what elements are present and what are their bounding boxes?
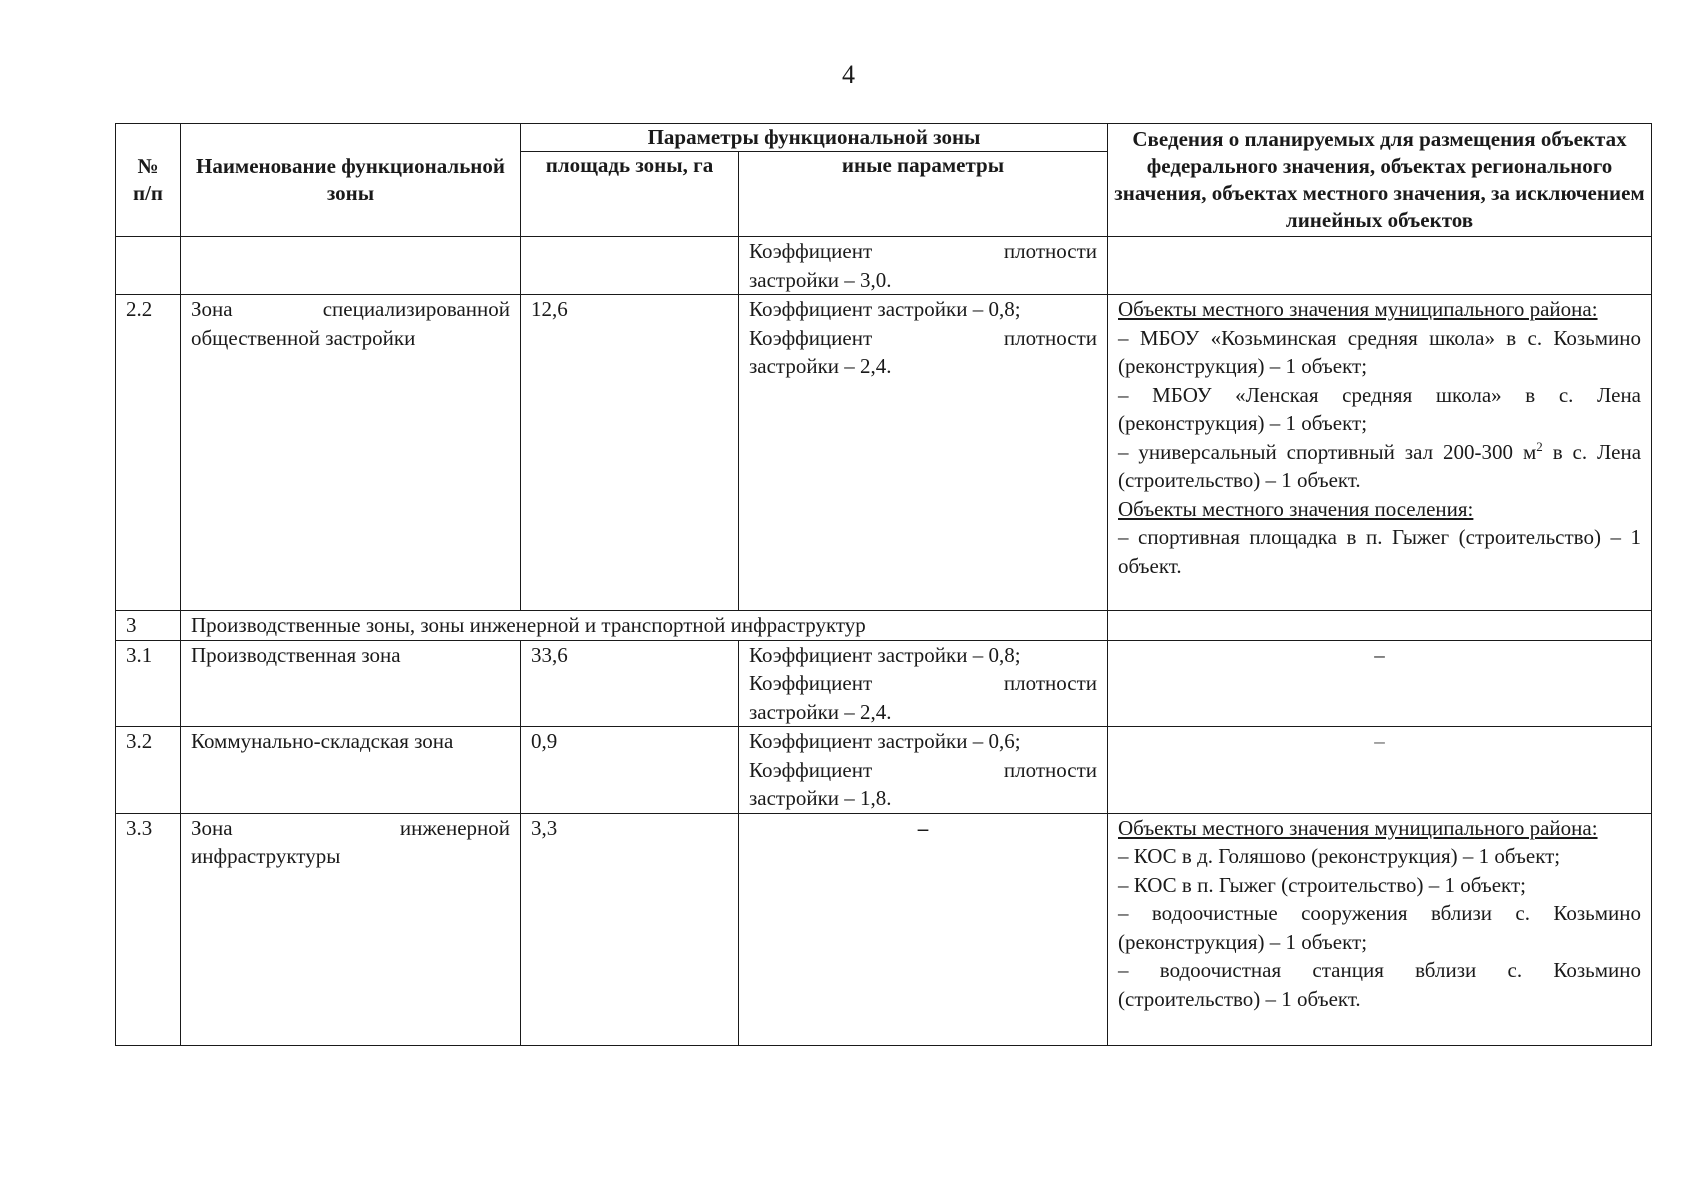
- cell-other-params: [739, 295, 1108, 611]
- cell-zone-name: [181, 237, 521, 295]
- table-row: [116, 640, 1652, 727]
- cell-zone-name: [181, 813, 521, 1045]
- section-heading: Объекты местного значения муниципального района:: [1118, 815, 1598, 840]
- cell-other-params: [739, 727, 1108, 814]
- text: общественной застройки: [191, 325, 416, 350]
- text: Коэффициент: [749, 239, 873, 263]
- cell-planned-objects: –: [1108, 640, 1652, 727]
- cell-planned-objects: [1108, 237, 1652, 295]
- header-planned-objects: Сведения о планируемых для размещения объектах федерального значения, объектах регионального значения, объектах местного значения, за исключением линейных объектов: [1108, 124, 1652, 237]
- table-row: [116, 611, 1652, 641]
- cell-planned-objects: –: [1108, 727, 1652, 814]
- cell-area: [521, 237, 739, 295]
- table-header-row: [116, 124, 1652, 152]
- cell-area: 12,6: [521, 295, 739, 611]
- cell-area: 0,9: [521, 727, 739, 814]
- cell-planned-objects: [1108, 611, 1652, 641]
- text: Коэффициент застройки – 0,8;: [749, 642, 1021, 667]
- text: Коэффициент застройки – 0,6;: [749, 729, 1021, 753]
- text: инфраструктуры: [191, 844, 341, 868]
- text: плотности: [1003, 671, 1097, 695]
- cell-planned-objects: [1108, 295, 1652, 611]
- cell-other-params: [739, 237, 1108, 295]
- text: специализированной: [322, 297, 510, 321]
- header-area: площадь зоны, га: [521, 152, 739, 237]
- list-item: – КОС в п. Гыжег (строительство) – 1 объект;: [1118, 872, 1526, 897]
- table-row: [116, 727, 1652, 814]
- text: – универсальный спортивный зал 200-300 м: [1118, 439, 1537, 464]
- text: плотности: [1003, 325, 1097, 350]
- table-row: [116, 295, 1652, 611]
- text: Зона: [191, 815, 233, 840]
- functional-zones-table: [115, 123, 1652, 1046]
- header-other-params: иные параметры: [739, 152, 1108, 237]
- table-row: [116, 237, 1652, 295]
- cell-section-title: Производственные зоны, зоны инженерной и транспортной инфраструктур: [181, 611, 1108, 641]
- cell-zone-name: Коммунально-складская зона: [181, 727, 521, 814]
- header-params-group: Параметры функциональной зоны: [521, 124, 1108, 152]
- text: застройки – 2,4.: [749, 354, 892, 378]
- cell-num: [116, 237, 181, 295]
- cell-other-params: –: [739, 813, 1108, 1045]
- text: плотности: [1003, 757, 1097, 782]
- cell-num: 3.1: [116, 640, 181, 727]
- text: застройки – 2,4.: [749, 699, 892, 724]
- text: Коэффициент: [749, 757, 873, 782]
- superscript: 2: [1536, 438, 1543, 454]
- text: инженерной: [399, 815, 510, 840]
- list-item: – МБОУ «Ленская средняя школа» в с. Лена (реконструкция) – 1 объект;: [1118, 382, 1641, 435]
- table-row: [116, 813, 1652, 1045]
- cell-num: 3.3: [116, 813, 181, 1045]
- cell-area: 33,6: [521, 640, 739, 727]
- text: Коэффициент: [749, 671, 873, 695]
- text: Коэффициент: [749, 325, 873, 350]
- cell-area: 3,3: [521, 813, 739, 1045]
- list-item: – спортивная площадка в п. Гыжег (строительство) – 1 объект.: [1118, 525, 1641, 578]
- cell-zone-name: Производственная зона: [181, 640, 521, 727]
- cell-num: 3.2: [116, 727, 181, 814]
- section-heading: Объекты местного значения муниципального района:: [1118, 297, 1598, 321]
- list-item: – водоочистные сооружения вблизи с. Козьмино (реконструкция) – 1 объект;: [1118, 901, 1641, 954]
- text: Зона: [191, 297, 233, 321]
- text: застройки – 3,0.: [749, 267, 892, 292]
- list-item: – водоочистная станция вблизи с. Козьмино (строительство) – 1 объект.: [1118, 958, 1641, 1011]
- list-item: – МБОУ «Козьминская средняя школа» в с. Козьмино (реконструкция) – 1 объект;: [1118, 325, 1641, 378]
- cell-zone-name: [181, 295, 521, 611]
- text: Коэффициент застройки – 0,8;: [749, 297, 1021, 321]
- cell-planned-objects: [1108, 813, 1652, 1045]
- text: плотности: [1003, 239, 1097, 263]
- page-number: 4: [842, 60, 855, 89]
- cell-num: 2.2: [116, 295, 181, 611]
- list-item: [1118, 438, 1641, 495]
- text: в с. Лена (строительство) – 1 объект.: [1118, 439, 1642, 492]
- cell-num: 3: [116, 611, 181, 641]
- list-item: – КОС в д. Голяшово (реконструкция) – 1 объект;: [1118, 844, 1561, 868]
- header-zone-name: Наименование функциональной зоны: [181, 124, 521, 237]
- cell-other-params: [739, 640, 1108, 727]
- text: застройки – 1,8.: [749, 786, 892, 810]
- section-heading: Объекты местного значения поселения:: [1118, 496, 1474, 521]
- header-num: № п/п: [116, 124, 181, 237]
